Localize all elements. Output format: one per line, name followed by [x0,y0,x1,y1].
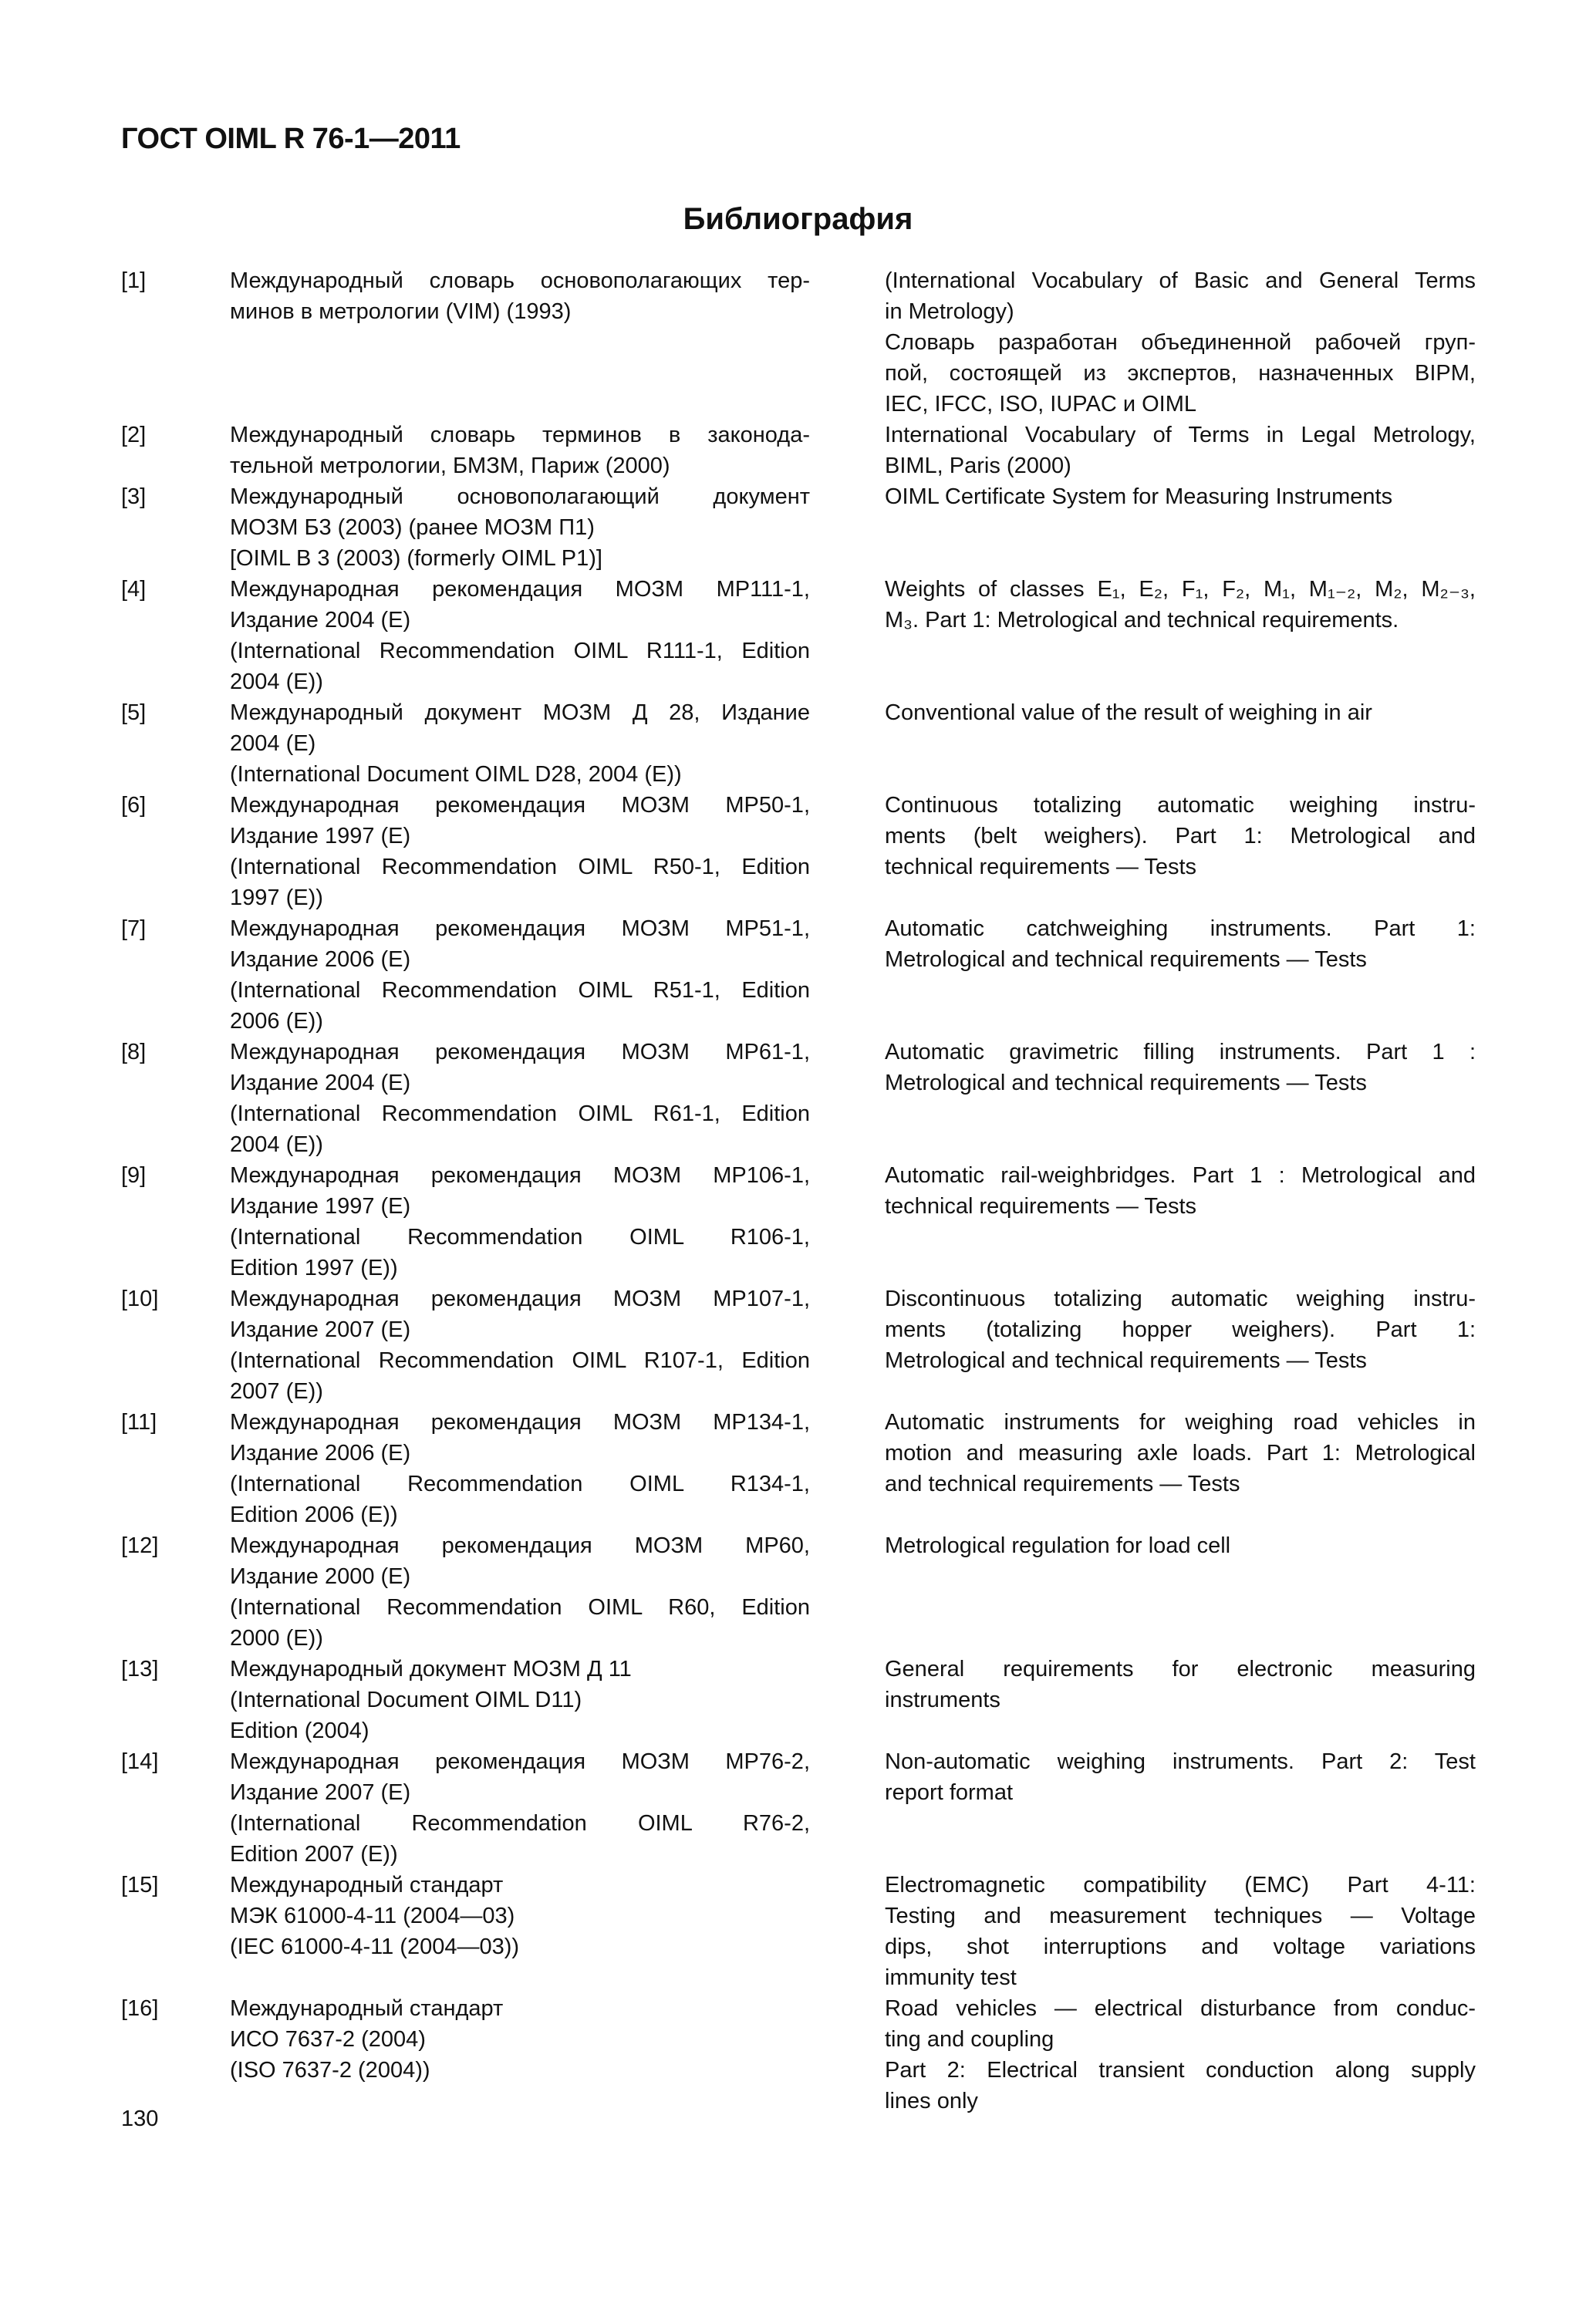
title-line: lines only [885,2089,978,2113]
title-line: M₃. Part 1: Metrological and technical requirements. [885,608,1399,632]
reference-line: Международный основополагающий документ [230,484,810,509]
reference-line: Международный документ МОЗМ Д 11 [230,1657,632,1682]
reference-line: Издание 2000 (Е) [230,1564,411,1589]
title-line: immunity test [885,1965,1017,1990]
entry-number: [8] [121,1040,147,1064]
bibliography-entry [121,1530,1479,1654]
reference-line: МЭК 61000-4-11 (2004—03) [230,1904,515,1928]
reference-line: (International Recommendation OIML R50-1, Edition [230,855,810,879]
entry-number: [11] [121,1410,157,1435]
reference-line: (International Document OIML D28, 2004 (E)) [230,762,682,787]
title-line: and technical requirements — Tests [885,1472,1240,1496]
bibliography-list [121,265,1479,2117]
reference-line: Международный документ МОЗМ Д 28, Издание [230,700,810,725]
title-line: (International Vocabulary of Basic and General Terms [885,268,1476,293]
entry-number: [14] [121,1749,159,1774]
entry-russian-reference [230,420,816,481]
title-line: ting and coupling [885,2027,1054,2052]
entry-russian-reference [230,1407,816,1530]
entry-russian-reference [230,1160,816,1283]
title-line: ments (totalizing hopper weighers). Part 1: [885,1317,1476,1342]
title-line: Continuous totalizing automatic weighing instru- [885,793,1476,818]
bibliography-entry [121,1037,1479,1160]
entry-number: [7] [121,916,147,941]
entry-russian-reference [230,574,816,697]
reference-line: Международная рекомендация МОЗМ МР106-1, [230,1163,810,1188]
entry-russian-reference [230,913,816,1037]
entry-russian-reference [230,481,816,574]
bibliography-entry [121,913,1479,1037]
title-line: OIML Certificate System for Measuring Instruments [885,484,1393,509]
title-line: Metrological and technical requirements — Tests [885,1348,1367,1373]
title-line: пой, состоящей из экспертов, назначенных BIPM, [885,361,1476,386]
entry-english-title [885,420,1476,481]
entry-english-title [885,697,1476,790]
entry-english-title [885,481,1476,574]
entry-english-title [885,1993,1476,2117]
title-line: dips, shot interruptions and voltage variations [885,1935,1476,1959]
entry-russian-reference [230,1530,816,1654]
reference-line: 2000 (E)) [230,1626,323,1651]
reference-line: Издание 2004 (Е) [230,1071,411,1095]
entry-russian-reference [230,790,816,913]
entry-number: [10] [121,1287,159,1311]
title-line: technical requirements — Tests [885,1194,1197,1219]
entry-number: [6] [121,793,147,818]
entry-english-title [885,1530,1476,1654]
title-line: instruments [885,1688,1000,1712]
reference-line: Международная рекомендация МОЗМ МР60, [230,1533,810,1558]
bibliography-entry [121,265,1479,420]
entry-russian-reference [230,1037,816,1160]
reference-line: Edition (2004) [230,1719,369,1743]
reference-line: Издание 1997 (Е) [230,1194,411,1219]
bibliography-entry [121,1160,1479,1283]
reference-line: (International Recommendation OIML R51-1, Edition [230,978,810,1003]
section-title: Библиография [683,202,913,236]
bibliography-entry [121,574,1479,697]
title-line: ments (belt weighers). Part 1: Metrological and [885,824,1476,848]
title-line: in Metrology) [885,299,1014,324]
reference-line: 2004 (E)) [230,1132,323,1157]
entry-english-title [885,790,1476,913]
title-line: Словарь разработан объединенной рабочей груп- [885,330,1476,355]
reference-line: (International Recommendation OIML R60, Edition [230,1595,810,1620]
reference-line: (International Recommendation OIML R107-1, Edition [230,1348,810,1373]
reference-line: Международная рекомендация МОЗМ МР51-1, [230,916,810,941]
entry-russian-reference [230,697,816,790]
title-line: Automatic gravimetric filling instruments. Part 1 : [885,1040,1476,1064]
reference-line: Издание 1997 (Е) [230,824,411,848]
entry-number: [9] [121,1163,147,1188]
bibliography-entry [121,1870,1479,1993]
document-code-header: ГОСТ OIML R 76-1—2011 [121,123,461,155]
reference-line: 2004 (E)) [230,670,323,694]
reference-line: 1997 (E)) [230,885,323,910]
reference-line: 2007 (E)) [230,1379,323,1404]
entry-russian-reference [230,1993,816,2117]
bibliography-entry [121,1654,1479,1746]
title-line: Conventional value of the result of weighing in air [885,700,1372,725]
reference-line: Edition 2007 (E)) [230,1842,398,1867]
reference-line: Издание 2007 (Е) [230,1780,411,1805]
bibliography-entry [121,1746,1479,1870]
entry-english-title [885,1037,1476,1160]
entry-russian-reference [230,265,816,420]
reference-line: ИСО 7637-2 (2004) [230,2027,426,2052]
title-line: Automatic catchweighing instruments. Part 1: [885,916,1476,941]
entry-english-title [885,1870,1476,1993]
entry-russian-reference [230,1746,816,1870]
bibliography-entry [121,481,1479,574]
reference-line: (International Recommendation OIML R106-1, [230,1225,810,1250]
page-number: 130 [121,2107,159,2131]
reference-line: тельной метрологии, БМЗМ, Париж (2000) [230,454,670,478]
entry-number: [1] [121,268,147,293]
title-line: General requirements for electronic measuring [885,1657,1476,1682]
title-line: Non-automatic weighing instruments. Part 2: Test [885,1749,1476,1774]
title-line: Testing and measurement techniques — Voltage [885,1904,1476,1928]
title-line: Discontinuous totalizing automatic weighing instru- [885,1287,1476,1311]
reference-line: (International Recommendation OIML R111-1, Edition [230,639,810,663]
reference-line: минов в метрологии (VIM) (1993) [230,299,572,324]
reference-line: Международная рекомендация МОЗМ МР50-1, [230,793,810,818]
entry-english-title [885,913,1476,1037]
reference-line: Международный словарь основополагающих тер- [230,268,810,293]
reference-line: Международная рекомендация МОЗМ МР111-1, [230,577,810,602]
reference-line: (International Recommendation OIML R76-2, [230,1811,810,1836]
bibliography-entry [121,420,1479,481]
bibliography-entry [121,790,1479,913]
entry-russian-reference [230,1283,816,1407]
entry-english-title [885,1654,1476,1746]
reference-line: Издание 2006 (Е) [230,1441,411,1466]
bibliography-entry [121,1407,1479,1530]
title-line: Electromagnetic compatibility (EMC) Part 4-11: [885,1873,1476,1897]
entry-english-title [885,1160,1476,1283]
reference-line: Edition 2006 (E)) [230,1503,398,1527]
reference-line: [OIML B 3 (2003) (formerly OIML P1)] [230,546,602,571]
entry-number: [3] [121,484,147,509]
title-line: Metrological regulation for load cell [885,1533,1231,1558]
reference-line: Издание 2007 (Е) [230,1317,411,1342]
title-line: Weights of classes E₁, E₂, F₁, F₂, M₁, M₁₋₂, M₂, M₂₋₃, [885,577,1476,602]
entry-number: [16] [121,1996,159,2021]
reference-line: Edition 1997 (E)) [230,1256,398,1280]
reference-line: 2006 (E)) [230,1009,323,1034]
entry-number: [12] [121,1533,159,1558]
title-line: Road vehicles — electrical disturbance from conduc- [885,1996,1476,2021]
title-line: Automatic rail-weighbridges. Part 1 : Metrological and [885,1163,1476,1188]
entry-english-title [885,1407,1476,1530]
reference-line: Международная рекомендация МОЗМ МР134-1, [230,1410,810,1435]
bibliography-entry [121,697,1479,790]
entry-russian-reference [230,1870,816,1993]
bibliography-entry [121,1283,1479,1407]
bibliography-entry [121,1993,1479,2117]
entry-number: [5] [121,700,147,725]
entry-english-title [885,265,1476,420]
reference-line: (International Recommendation OIML R134-1, [230,1472,810,1496]
reference-line: (International Recommendation OIML R61-1, Edition [230,1101,810,1126]
entry-english-title [885,1746,1476,1870]
reference-line: Издание 2004 (Е) [230,608,411,632]
reference-line: Международный словарь терминов в законода- [230,423,810,447]
title-line: motion and measuring axle loads. Part 1: Metrological [885,1441,1476,1466]
reference-line: Международный стандарт [230,1996,504,2021]
entry-english-title [885,1283,1476,1407]
reference-line: (International Document OIML D11) [230,1688,582,1712]
title-line: Part 2: Electrical transient conduction along supply [885,2058,1476,2083]
reference-line: (ISO 7637-2 (2004)) [230,2058,430,2083]
title-line: BIML, Paris (2000) [885,454,1071,478]
title-line: report format [885,1780,1013,1805]
entry-number: [4] [121,577,147,602]
reference-line: Международная рекомендация МОЗМ МР107-1, [230,1287,810,1311]
reference-line: Международная рекомендация МОЗМ МР61-1, [230,1040,810,1064]
entry-english-title [885,574,1476,697]
entry-number: [15] [121,1873,159,1897]
title-line: technical requirements — Tests [885,855,1197,879]
title-line: Metrological and technical requirements — Tests [885,1071,1367,1095]
reference-line: 2004 (Е) [230,731,316,756]
reference-line: (IEC 61000-4-11 (2004—03)) [230,1935,520,1959]
reference-line: МОЗМ Б3 (2003) (ранее МОЗМ П1) [230,515,595,540]
reference-line: Международная рекомендация МОЗМ МР76-2, [230,1749,810,1774]
title-line: International Vocabulary of Terms in Legal Metrology, [885,423,1476,447]
entry-number: [2] [121,423,147,447]
title-line: IEC, IFCC, ISO, IUPAC и OIML [885,392,1196,417]
entry-number: [13] [121,1657,159,1682]
reference-line: Международный стандарт [230,1873,504,1897]
title-line: Metrological and technical requirements — Tests [885,947,1367,972]
entry-russian-reference [230,1654,816,1746]
reference-line: Издание 2006 (Е) [230,947,411,972]
title-line: Automatic instruments for weighing road vehicles in [885,1410,1476,1435]
